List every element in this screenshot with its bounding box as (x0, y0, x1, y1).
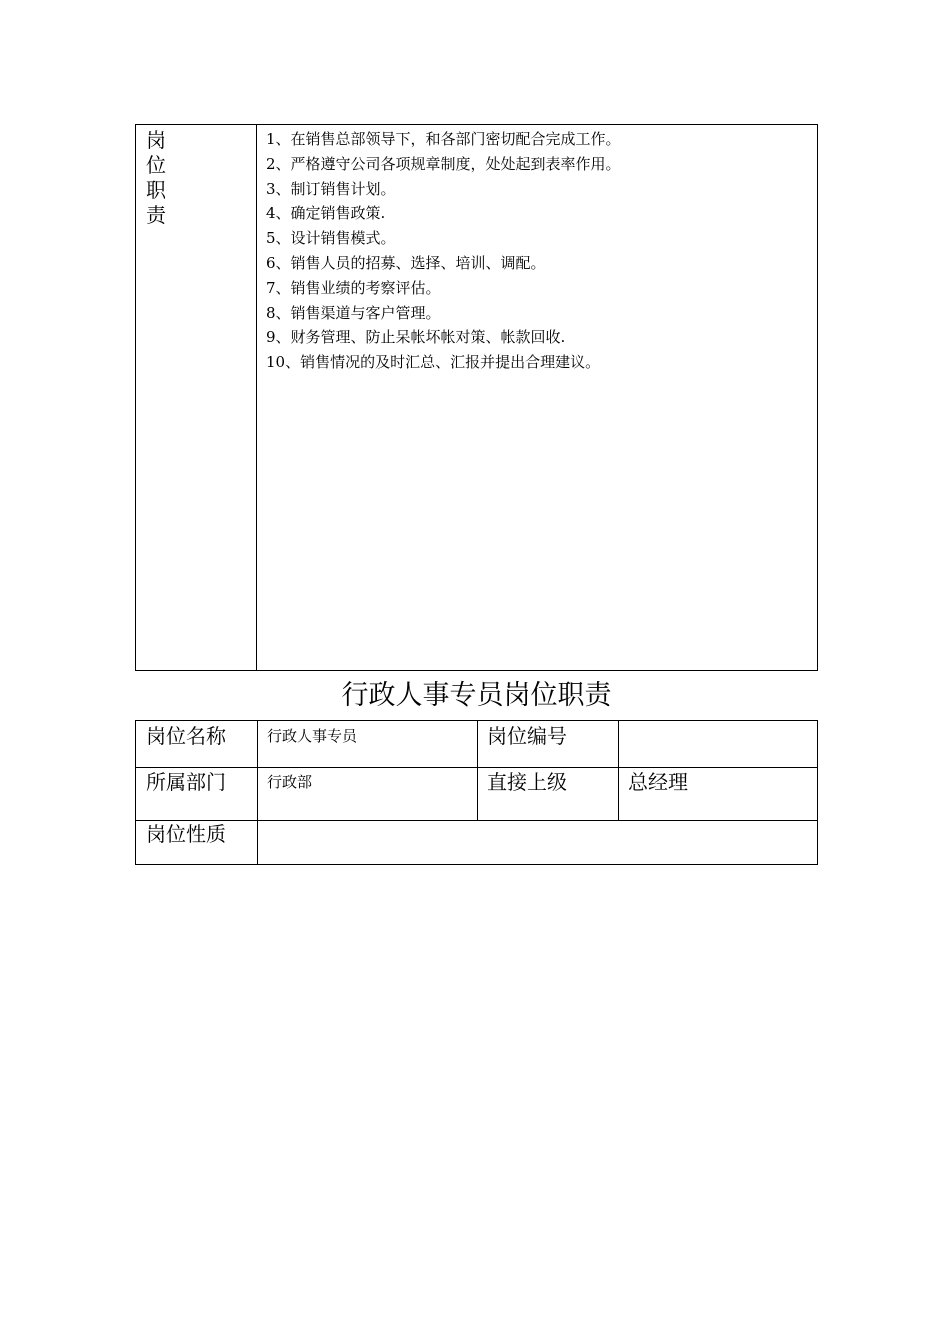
nature-label: 岗位性质 (146, 822, 226, 846)
duty-label-char: 位 (146, 153, 166, 177)
post-number-label: 岗位编号 (487, 724, 567, 748)
row-divider (136, 820, 817, 821)
duty-label-char: 职 (146, 178, 166, 202)
column-divider (618, 721, 619, 820)
department-label: 所属部门 (146, 770, 226, 794)
info-table (135, 720, 818, 865)
section-title: 行政人事专员岗位职责 (341, 680, 612, 711)
duty-item: 4、确定销售政策. (266, 204, 386, 223)
duty-item: 10、销售情况的及时汇总、汇报并提出合理建议。 (266, 353, 601, 372)
duty-item: 7、销售业绩的考察评估。 (266, 278, 441, 297)
duty-item: 8、销售渠道与客户管理。 (266, 303, 441, 322)
post-name-value: 行政人事专员 (267, 727, 358, 745)
duty-item: 2、严格遵守公司各项规章制度，处处起到表率作用。 (266, 154, 621, 173)
duty-item: 6、销售人员的招募、选择、培训、调配。 (266, 253, 546, 272)
duty-list (266, 127, 621, 375)
department-value: 行政部 (267, 773, 313, 791)
duty-label-cell (136, 125, 257, 670)
column-divider (257, 721, 258, 864)
duty-item: 5、设计销售模式。 (266, 229, 396, 248)
supervisor-label: 直接上级 (487, 770, 567, 794)
duty-label-char: 岗 (146, 128, 166, 152)
duty-item: 3、制订销售计划。 (266, 179, 396, 198)
column-divider (477, 721, 478, 820)
duty-item: 9、财务管理、防止呆帐坏帐对策、帐款回收. (266, 328, 566, 347)
supervisor-value: 总经理 (628, 770, 688, 794)
duty-table (135, 124, 818, 671)
post-name-label: 岗位名称 (146, 724, 226, 748)
duty-item: 1、在销售总部领导下，和各部门密切配合完成工作。 (266, 130, 621, 148)
duty-label-char: 责 (146, 203, 166, 227)
